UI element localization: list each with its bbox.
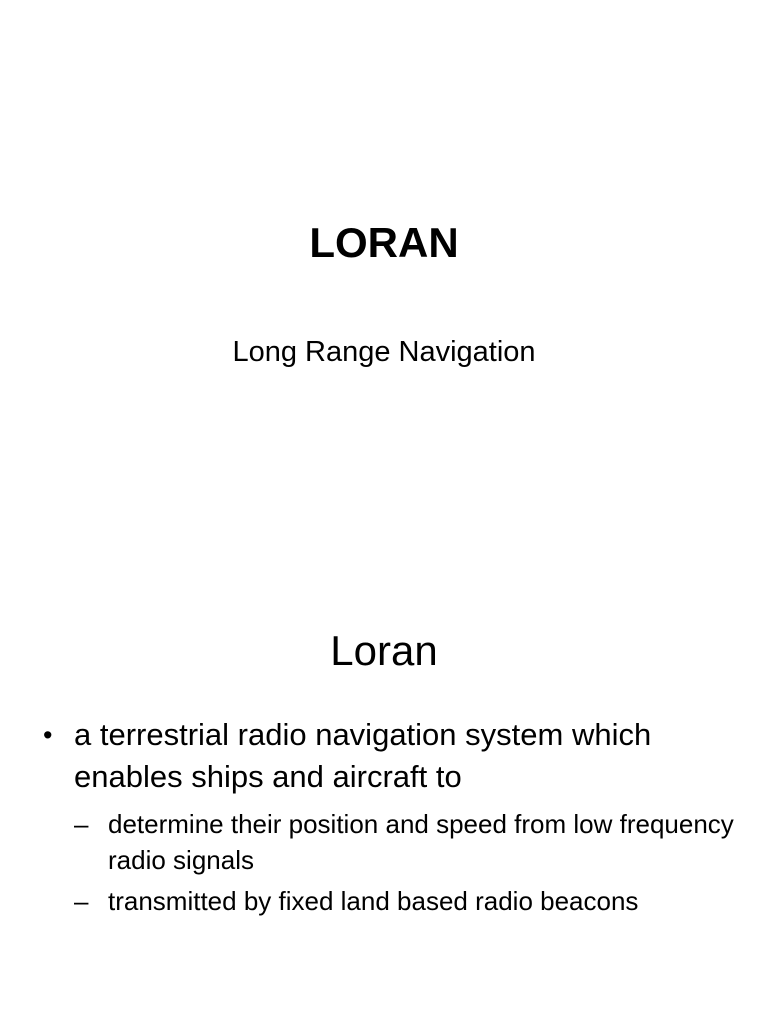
dash-marker-icon: – — [74, 809, 89, 839]
sub-bullet-text: determine their position and speed from low frequency radio signals — [108, 809, 734, 875]
slide-heading: Loran — [330, 627, 438, 674]
bullet-marker-icon: • — [43, 720, 53, 750]
bullet-list — [40, 714, 740, 924]
slide-title: LORAN — [309, 219, 459, 266]
sub-bullet-list — [74, 806, 740, 919]
sub-bullet-text: transmitted by fixed land based radio beacons — [108, 886, 639, 916]
sub-bullet-item — [74, 806, 740, 878]
bullet-item — [40, 714, 740, 919]
sub-bullet-item — [74, 883, 740, 919]
slide-subtitle: Long Range Navigation — [232, 336, 536, 368]
dash-marker-icon: – — [74, 886, 89, 916]
bullet-text: a terrestrial radio navigation system which enables ships and aircraft to — [74, 717, 652, 794]
